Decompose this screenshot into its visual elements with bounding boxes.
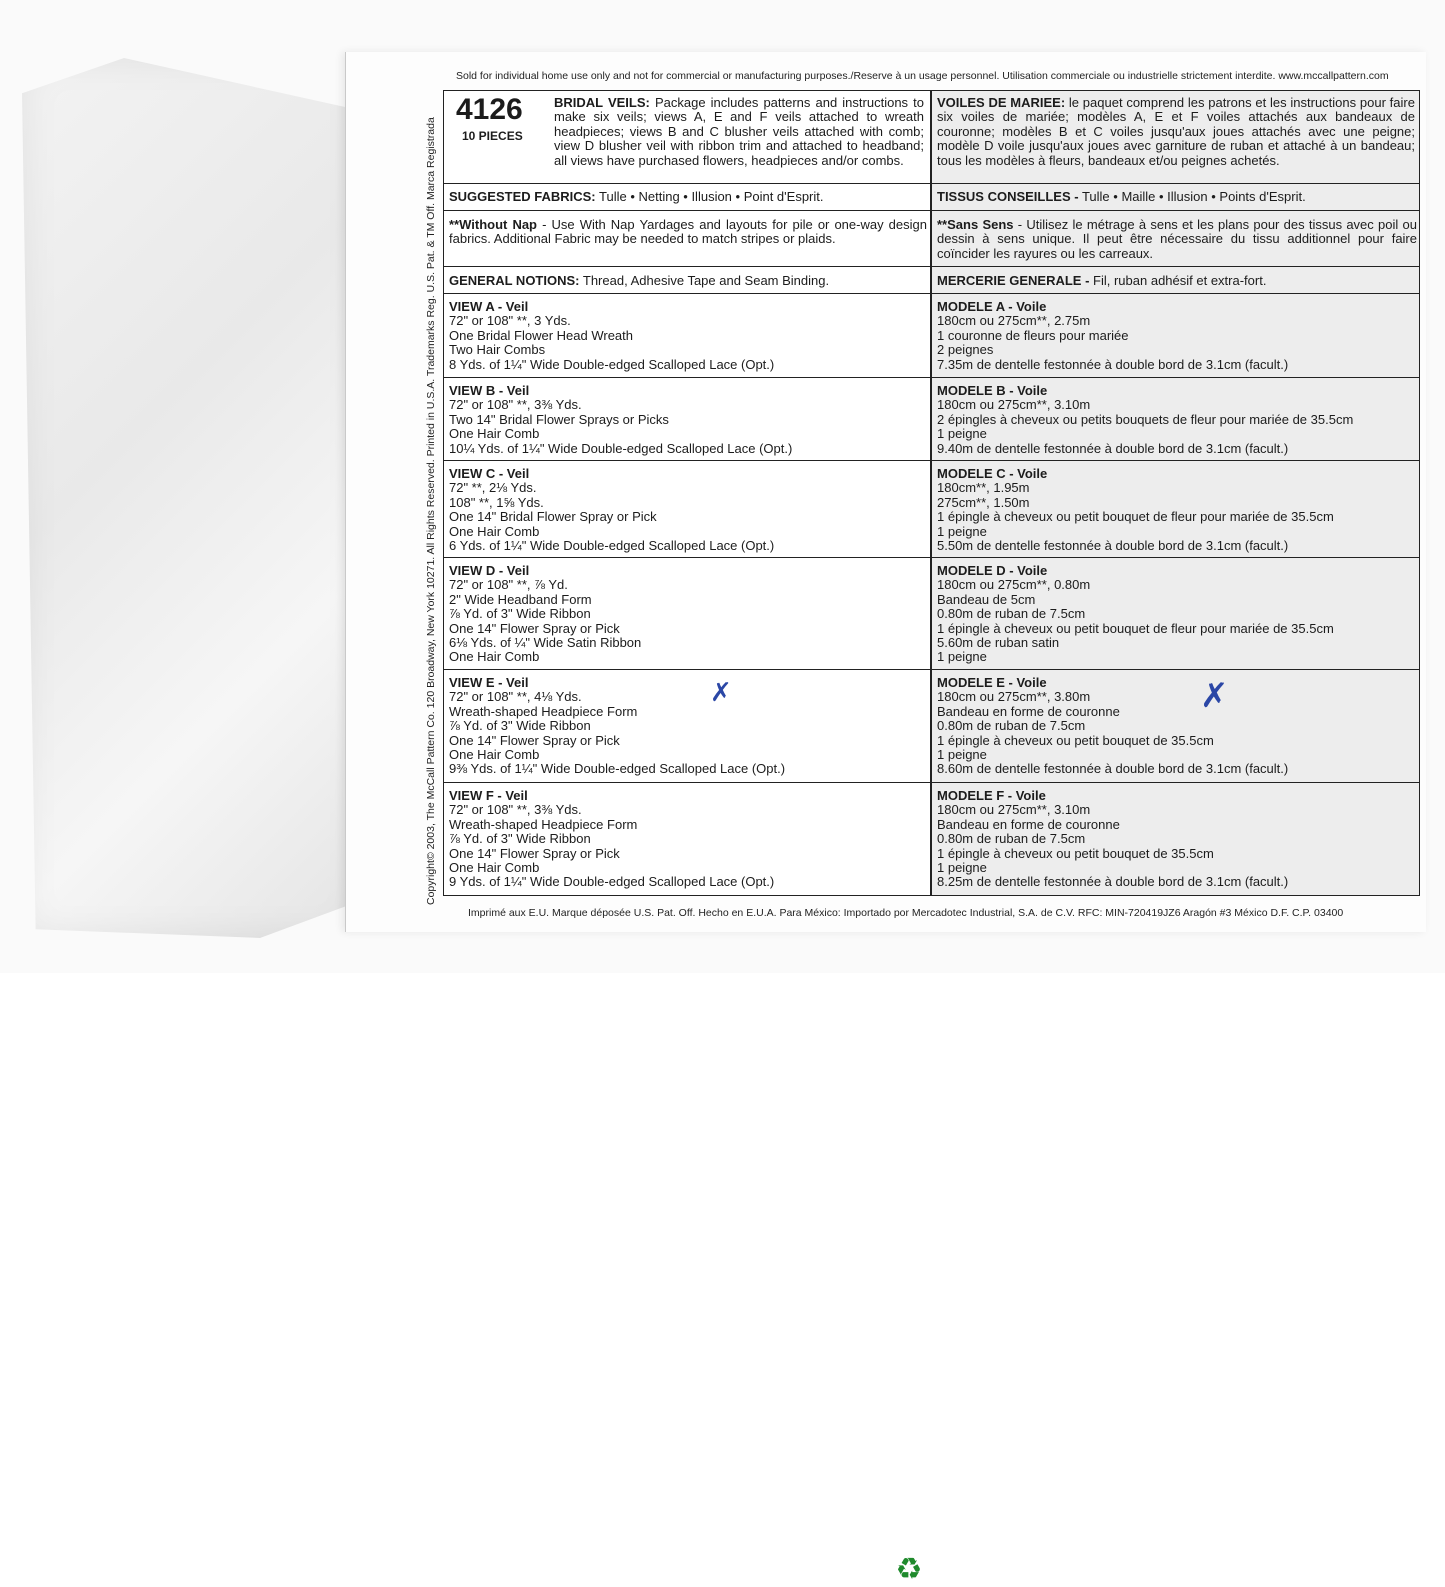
view-d-line: 6⅛ Yds. of ¼" Wide Satin Ribbon	[449, 635, 642, 651]
view-f-line: One Hair Comb	[449, 860, 540, 876]
intro-french-title: VOILES DE MARIEE:	[937, 95, 1066, 110]
modele-a-line: 1 couronne de fleurs pour mariée	[937, 327, 1129, 343]
modele-a-line: 7.35m de dentelle festonnée à double bord de 3.1cm (facult.)	[937, 356, 1289, 372]
modele-a-line: 180cm ou 275cm**, 2.75m	[937, 313, 1091, 329]
view-f-title: VIEW F - Veil	[449, 788, 528, 803]
view-d-line: 72" or 108" **, ⅞ Yd.	[449, 577, 568, 593]
view-d-line: ⅞ Yd. of 3" Wide Ribbon	[449, 606, 591, 622]
import-notice: Imprimé aux E.U. Marque déposée U.S. Pat. Off. Hecho en E.U.A. Para México: Importado por Mercadotec Industrial, S.A. de C.V. RFC: MIN-720419JZ6 Aragón #3 México D.F. C.P. 03400	[468, 907, 1344, 919]
view-c-line: One Hair Comb	[449, 523, 540, 539]
intro-french	[937, 96, 1415, 168]
envelope-flap	[22, 58, 362, 938]
modele-b-line: 2 épingles à cheveux ou petits bouquets de fleur pour mariée de 35.5cm	[937, 411, 1354, 427]
modele-f-line: 1 peigne	[937, 860, 987, 876]
view-b-line: 10¼ Yds. of 1¼" Wide Double-edged Scalloped Lace (Opt.)	[449, 440, 793, 456]
pen-check-mark: ✗	[1200, 676, 1229, 716]
nap-english	[449, 218, 927, 247]
modele-d-line: 1 peigne	[937, 649, 987, 665]
view-e-french	[937, 676, 1417, 777]
notions-row	[444, 267, 1419, 294]
view-f-line: Wreath-shaped Headpiece Form	[449, 816, 638, 832]
fabrics-row	[444, 184, 1419, 211]
view-d-english	[449, 564, 927, 665]
pen-check-mark: ✗	[710, 678, 732, 708]
nap-english-title: **Without Nap	[449, 217, 538, 232]
modele-d-line: 0.80m de ruban de 7.5cm	[937, 606, 1086, 622]
nap-english-body: - Use With Nap Yardages and layouts for pile or one-way design fabrics. Additional Fabric may be needed to match stripes or plaids.	[449, 217, 927, 247]
view-c-line: 72" **, 2⅛ Yds.	[449, 480, 537, 496]
notions-french-title: MERCERIE GENERALE -	[937, 273, 1090, 288]
nap-french-title: **Sans Sens	[937, 217, 1014, 232]
notions-english-title: GENERAL NOTIONS:	[449, 273, 580, 288]
view-e-line: Wreath-shaped Headpiece Form	[449, 703, 638, 719]
view-b-french	[937, 384, 1417, 456]
notions-french	[937, 274, 1417, 288]
view-b-line: 72" or 108" **, 3⅜ Yds.	[449, 397, 582, 413]
modele-f-line: 0.80m de ruban de 7.5cm	[937, 831, 1086, 847]
fabrics-english-title: SUGGESTED FABRICS:	[449, 189, 596, 204]
modele-d-line: 180cm ou 275cm**, 0.80m	[937, 577, 1091, 593]
view-a-row	[444, 294, 1419, 378]
view-e-english	[449, 676, 927, 777]
modele-d-line: 5.60m de ruban satin	[937, 635, 1060, 651]
modele-c-title: MODELE C - Voile	[937, 466, 1048, 481]
view-e-row	[444, 670, 1419, 783]
fabrics-french	[937, 190, 1417, 204]
view-b-title: VIEW B - Veil	[449, 383, 530, 398]
view-c-title: VIEW C - Veil	[449, 466, 530, 481]
modele-e-line: 1 peigne	[937, 747, 987, 763]
view-f-line: One 14" Flower Spray or Pick	[449, 845, 620, 861]
modele-f-line: Bandeau en forme de couronne	[937, 816, 1120, 832]
view-f-line: ⅞ Yd. of 3" Wide Ribbon	[449, 831, 591, 847]
view-f-english	[449, 789, 927, 890]
view-e-line: ⅞ Yd. of 3" Wide Ribbon	[449, 718, 591, 734]
modele-e-line: 180cm ou 275cm**, 3.80m	[937, 689, 1091, 705]
view-c-line: 108" **, 1⅝ Yds.	[449, 494, 544, 510]
view-d-row	[444, 558, 1419, 670]
intro-row	[444, 91, 1419, 184]
pattern-number: 4126	[456, 93, 523, 126]
modele-f-line: 1 épingle à cheveux ou petit bouquet de 35.5cm	[937, 845, 1214, 861]
view-d-line: One 14" Flower Spray or Pick	[449, 620, 620, 636]
modele-d-line: 1 épingle à cheveux ou petit bouquet de fleur pour mariée de 35.5cm	[937, 620, 1334, 636]
modele-c-line: 1 épingle à cheveux ou petit bouquet de fleur pour mariée de 35.5cm	[937, 509, 1334, 525]
modele-a-title: MODELE A - Voile	[937, 299, 1047, 314]
intro-english-body: Package includes patterns and instructions to make six veils; views A, E and F veils attached to wreath headpieces; views B and C blusher veils attached with comb; view D blusher veil with ribbon trim and attached to headband; all views have purchased flowers, headpieces and/or combs.	[554, 95, 924, 168]
view-f-french	[937, 789, 1417, 890]
nap-row	[444, 211, 1419, 267]
modele-a-line: 2 peignes	[937, 342, 994, 358]
view-a-line: Two Hair Combs	[449, 342, 546, 358]
view-b-row	[444, 378, 1419, 461]
view-a-title: VIEW A - Veil	[449, 299, 529, 314]
view-d-line: One Hair Comb	[449, 649, 540, 665]
fabrics-english	[449, 190, 927, 204]
view-c-line: 6 Yds. of 1¼" Wide Double-edged Scalloped Lace (Opt.)	[449, 538, 775, 554]
modele-e-line: Bandeau en forme de couronne	[937, 703, 1120, 719]
modele-c-line: 1 peigne	[937, 523, 987, 539]
view-a-english	[449, 300, 927, 372]
view-d-title: VIEW D - Veil	[449, 563, 530, 578]
fabrics-french-title: TISSUS CONSEILLES -	[937, 189, 1079, 204]
view-b-english	[449, 384, 927, 456]
notions-english-body: Thread, Adhesive Tape and Seam Binding.	[582, 273, 830, 288]
notions-english	[449, 274, 927, 288]
copyright-vertical: Copyright© 2003, The McCall Pattern Co. 120 Broadway, New York 10271. All Rights Reserved. Printed in U.S.A. Trademarks Reg. U.S. Pat. & TM Off. Marca Registrada	[425, 117, 437, 905]
view-e-title: VIEW E - Veil	[449, 675, 529, 690]
modele-e-line: 0.80m de ruban de 7.5cm	[937, 718, 1086, 734]
modele-b-title: MODELE B - Voile	[937, 383, 1048, 398]
view-f-line: 72" or 108" **, 3⅜ Yds.	[449, 802, 582, 818]
view-e-line: One 14" Flower Spray or Pick	[449, 732, 620, 748]
modele-c-line: 5.50m de dentelle festonnée à double bord de 3.1cm (facult.)	[937, 538, 1289, 554]
view-a-line: 8 Yds. of 1¼" Wide Double-edged Scalloped Lace (Opt.)	[449, 356, 775, 372]
pieces-count: 10 PIECES	[462, 129, 523, 143]
intro-english	[554, 96, 924, 168]
view-a-line: 72" or 108" **, 3 Yds.	[449, 313, 571, 329]
modele-b-line: 1 peigne	[937, 426, 987, 442]
usage-notice: Sold for individual home use only and not for commercial or manufacturing purposes./Reserve à un usage personnel. Utilisation commerciale ou industrielle strictement interdite. www.mccallpattern.com	[456, 70, 1389, 82]
modele-f-line: 180cm ou 275cm**, 3.10m	[937, 802, 1091, 818]
view-e-line: 9⅜ Yds. of 1¼" Wide Double-edged Scalloped Lace (Opt.)	[449, 761, 786, 777]
modele-e-title: MODELE E - Voile	[937, 675, 1047, 690]
recycle-icon: ♻	[895, 1553, 923, 1586]
modele-e-line: 1 épingle à cheveux ou petit bouquet de 35.5cm	[937, 732, 1214, 748]
intro-english-title: BRIDAL VEILS:	[554, 95, 650, 110]
modele-b-line: 180cm ou 275cm**, 3.10m	[937, 397, 1091, 413]
nap-french	[937, 218, 1417, 261]
view-a-french	[937, 300, 1417, 372]
fabrics-french-body: Tulle • Maille • Illusion • Points d'Esprit.	[1081, 189, 1306, 204]
fabrics-english-body: Tulle • Netting • Illusion • Point d'Esprit.	[599, 189, 824, 204]
modele-b-line: 9.40m de dentelle festonnée à double bord de 3.1cm (facult.)	[937, 440, 1289, 456]
view-f-line: 9 Yds. of 1¼" Wide Double-edged Scalloped Lace (Opt.)	[449, 874, 775, 890]
view-d-french	[937, 564, 1417, 665]
view-e-line: One Hair Comb	[449, 747, 540, 763]
modele-f-line: 8.25m de dentelle festonnée à double bord de 3.1cm (facult.)	[937, 874, 1289, 890]
intro-french-body: le paquet comprend les patrons et les instructions pour faire six voiles de mariée; modèles A, E et F voiles attachés aux bandeaux de couronne; modèles B et C voiles jusqu'aux joues attachés avec une peigne; modèle D voile jusqu'aux joues avec garniture de ruban et attaché à un bandeau; tous les modèles à fleurs, bandeaux et/ou peignes achetés.	[937, 95, 1415, 168]
view-b-line: Two 14" Bridal Flower Sprays or Picks	[449, 411, 669, 427]
view-c-row	[444, 461, 1419, 558]
modele-d-line: Bandeau de 5cm	[937, 591, 1036, 607]
view-a-line: One Bridal Flower Head Wreath	[449, 327, 634, 343]
view-b-line: One Hair Comb	[449, 426, 540, 442]
modele-c-line: 180cm**, 1.95m	[937, 480, 1030, 496]
modele-d-title: MODELE D - Voile	[937, 563, 1048, 578]
view-c-french	[937, 467, 1417, 553]
nap-french-body: - Utilisez le métrage à sens et les plans pour des tissus avec poil ou dessin à sens unique. Il peut être nécessaire du tissu additionnel pour faire coïncider les rayures ou les carreaux.	[937, 217, 1417, 261]
modele-c-line: 275cm**, 1.50m	[937, 494, 1030, 510]
modele-f-title: MODELE F - Voile	[937, 788, 1046, 803]
view-e-line: 72" or 108" **, 4⅛ Yds.	[449, 689, 582, 705]
notions-french-body: Fil, ruban adhésif et extra-fort.	[1093, 273, 1267, 288]
view-c-english	[449, 467, 927, 553]
view-d-line: 2" Wide Headband Form	[449, 591, 592, 607]
modele-e-line: 8.60m de dentelle festonnée à double bord de 3.1cm (facult.)	[937, 761, 1289, 777]
view-c-line: One 14" Bridal Flower Spray or Pick	[449, 509, 657, 525]
